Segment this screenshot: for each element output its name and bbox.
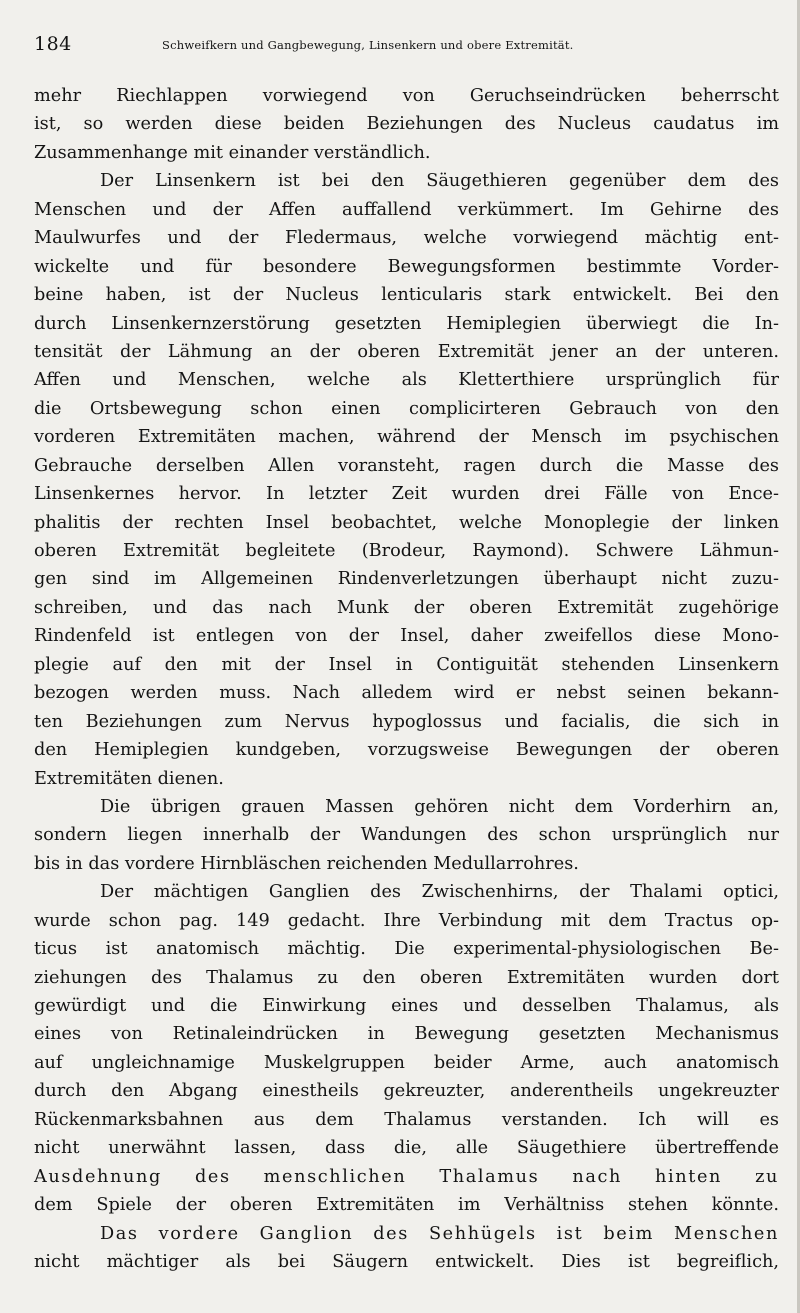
page-number: 184	[34, 33, 72, 55]
text-line: Das vordere Ganglion des Sehhügels ist beim Menschen	[100, 1223, 779, 1244]
text-line: tensität der Lähmung an der oberen Extremität jener an der unteren.	[34, 341, 779, 362]
text-line: durch den Abgang einestheils gekreuzter, anderentheils ungekreuzter	[34, 1081, 779, 1102]
text-line: sondern liegen innerhalb der Wandungen des schon ursprünglich nur	[34, 825, 779, 846]
text-line: Der mächtigen Ganglien des Zwischenhirns, der Thalami optici,	[100, 882, 779, 903]
text-line: ziehungen des Thalamus zu den oberen Extremitäten wurden dort	[34, 967, 779, 988]
text-line: ticus ist anatomisch mächtig. Die experimental-physiologischen Be-	[34, 939, 779, 960]
paragraph	[34, 878, 779, 1219]
text-line: Gebrauche derselben Allen voransteht, ragen durch die Masse des	[34, 455, 779, 476]
text-line: Affen und Menschen, welche als Kletterthiere ursprünglich für	[34, 370, 779, 391]
text-line: Rindenfeld ist entlegen von der Insel, daher zweifellos diese Mono-	[34, 626, 779, 647]
body-text	[34, 82, 779, 1276]
paragraph	[34, 82, 779, 167]
text-line: Rückenmarksbahnen aus dem Thalamus verstanden. Ich will es	[34, 1109, 779, 1130]
text-line: Die übrigen grauen Massen gehören nicht dem Vorderhirn an,	[100, 796, 779, 817]
running-title: Schweifkern und Gangbewegung, Linsenkern und obere Extremität.	[162, 38, 574, 52]
text-line: bezogen werden muss. Nach alledem wird er nebst seinen bekann-	[34, 683, 779, 704]
text-line: eines von Retinaleindrücken in Bewegung gesetzten Mechanismus	[34, 1024, 779, 1045]
text-line: wickelte und für besondere Bewegungsformen bestimmte Vorder-	[34, 256, 779, 277]
text-line: Linsenkernes hervor. In letzter Zeit wurden drei Fälle von Ence-	[34, 484, 779, 505]
text-line: beine haben, ist der Nucleus lenticularis stark entwickelt. Bei den	[34, 285, 779, 306]
paragraph	[34, 167, 779, 793]
text-line: gewürdigt und die Einwirkung eines und desselben Thalamus, als	[34, 996, 779, 1016]
text-line: oberen Extremität begleitete (Brodeur, Raymond). Schwere Lähmun-	[34, 541, 779, 561]
text-line: plegie auf den mit der Insel in Contiguität stehenden Linsenkern	[34, 654, 779, 675]
text-line: phalitis der rechten Insel beobachtet, welche Monoplegie der linken	[34, 512, 779, 533]
text-line: die Ortsbewegung schon einen complicirteren Gebrauch von den	[34, 398, 779, 419]
text-line: Ausdehnung des menschlichen Thalamus nach hinten zu	[34, 1166, 779, 1187]
text-line: bis in das vordere Hirnbläschen reichenden Medullarrohres.	[34, 853, 579, 874]
text-line: auf ungleichnamige Muskelgruppen beider Arme, auch anatomisch	[34, 1052, 779, 1073]
text-line: Zusammenhange mit einander verständlich.	[34, 142, 431, 163]
text-line: Extremitäten dienen.	[34, 768, 224, 789]
text-line: durch Linsenkernzerstörung gesetzten Hemiplegien überwiegt die In-	[34, 313, 779, 334]
text-line: dem Spiele der oberen Extremitäten im Verhältniss stehen könnte.	[34, 1195, 779, 1216]
text-line: nicht unerwähnt lassen, dass die, alle Säugethiere übertreffende	[34, 1138, 779, 1159]
text-line: ist, so werden diese beiden Beziehungen des Nucleus caudatus im	[34, 114, 779, 135]
text-line: ten Beziehungen zum Nervus hypoglossus und facialis, die sich in	[34, 711, 779, 732]
running-head	[34, 33, 774, 57]
text-line: schreiben, und das nach Munk der oberen Extremität zugehörige	[34, 597, 779, 618]
text-line: Menschen und der Affen auffallend verkümmert. Im Gehirne des	[34, 199, 779, 220]
text-line: Maulwurfes und der Fledermaus, welche vorwiegend mächtig ent-	[34, 228, 779, 249]
text-line: Der Linsenkern ist bei den Säugethieren gegenüber dem des	[100, 171, 779, 192]
paragraph	[34, 793, 779, 878]
paragraph	[34, 1220, 779, 1277]
text-line: wurde schon pag. 149 gedacht. Ihre Verbindung mit dem Tractus op-	[34, 910, 779, 931]
text-line: gen sind im Allgemeinen Rindenverletzungen überhaupt nicht zuzu-	[34, 569, 779, 590]
text-line: den Hemiplegien kundgeben, vorzugsweise Bewegungen der oberen	[34, 740, 779, 761]
text-line: nicht mächtiger als bei Säugern entwickelt. Dies ist begreiflich,	[34, 1251, 779, 1272]
text-line: vorderen Extremitäten machen, während der Mensch im psychischen	[34, 427, 779, 448]
text-line: mehr Riechlappen vorwiegend von Geruchseindrücken beherrscht	[34, 86, 779, 106]
